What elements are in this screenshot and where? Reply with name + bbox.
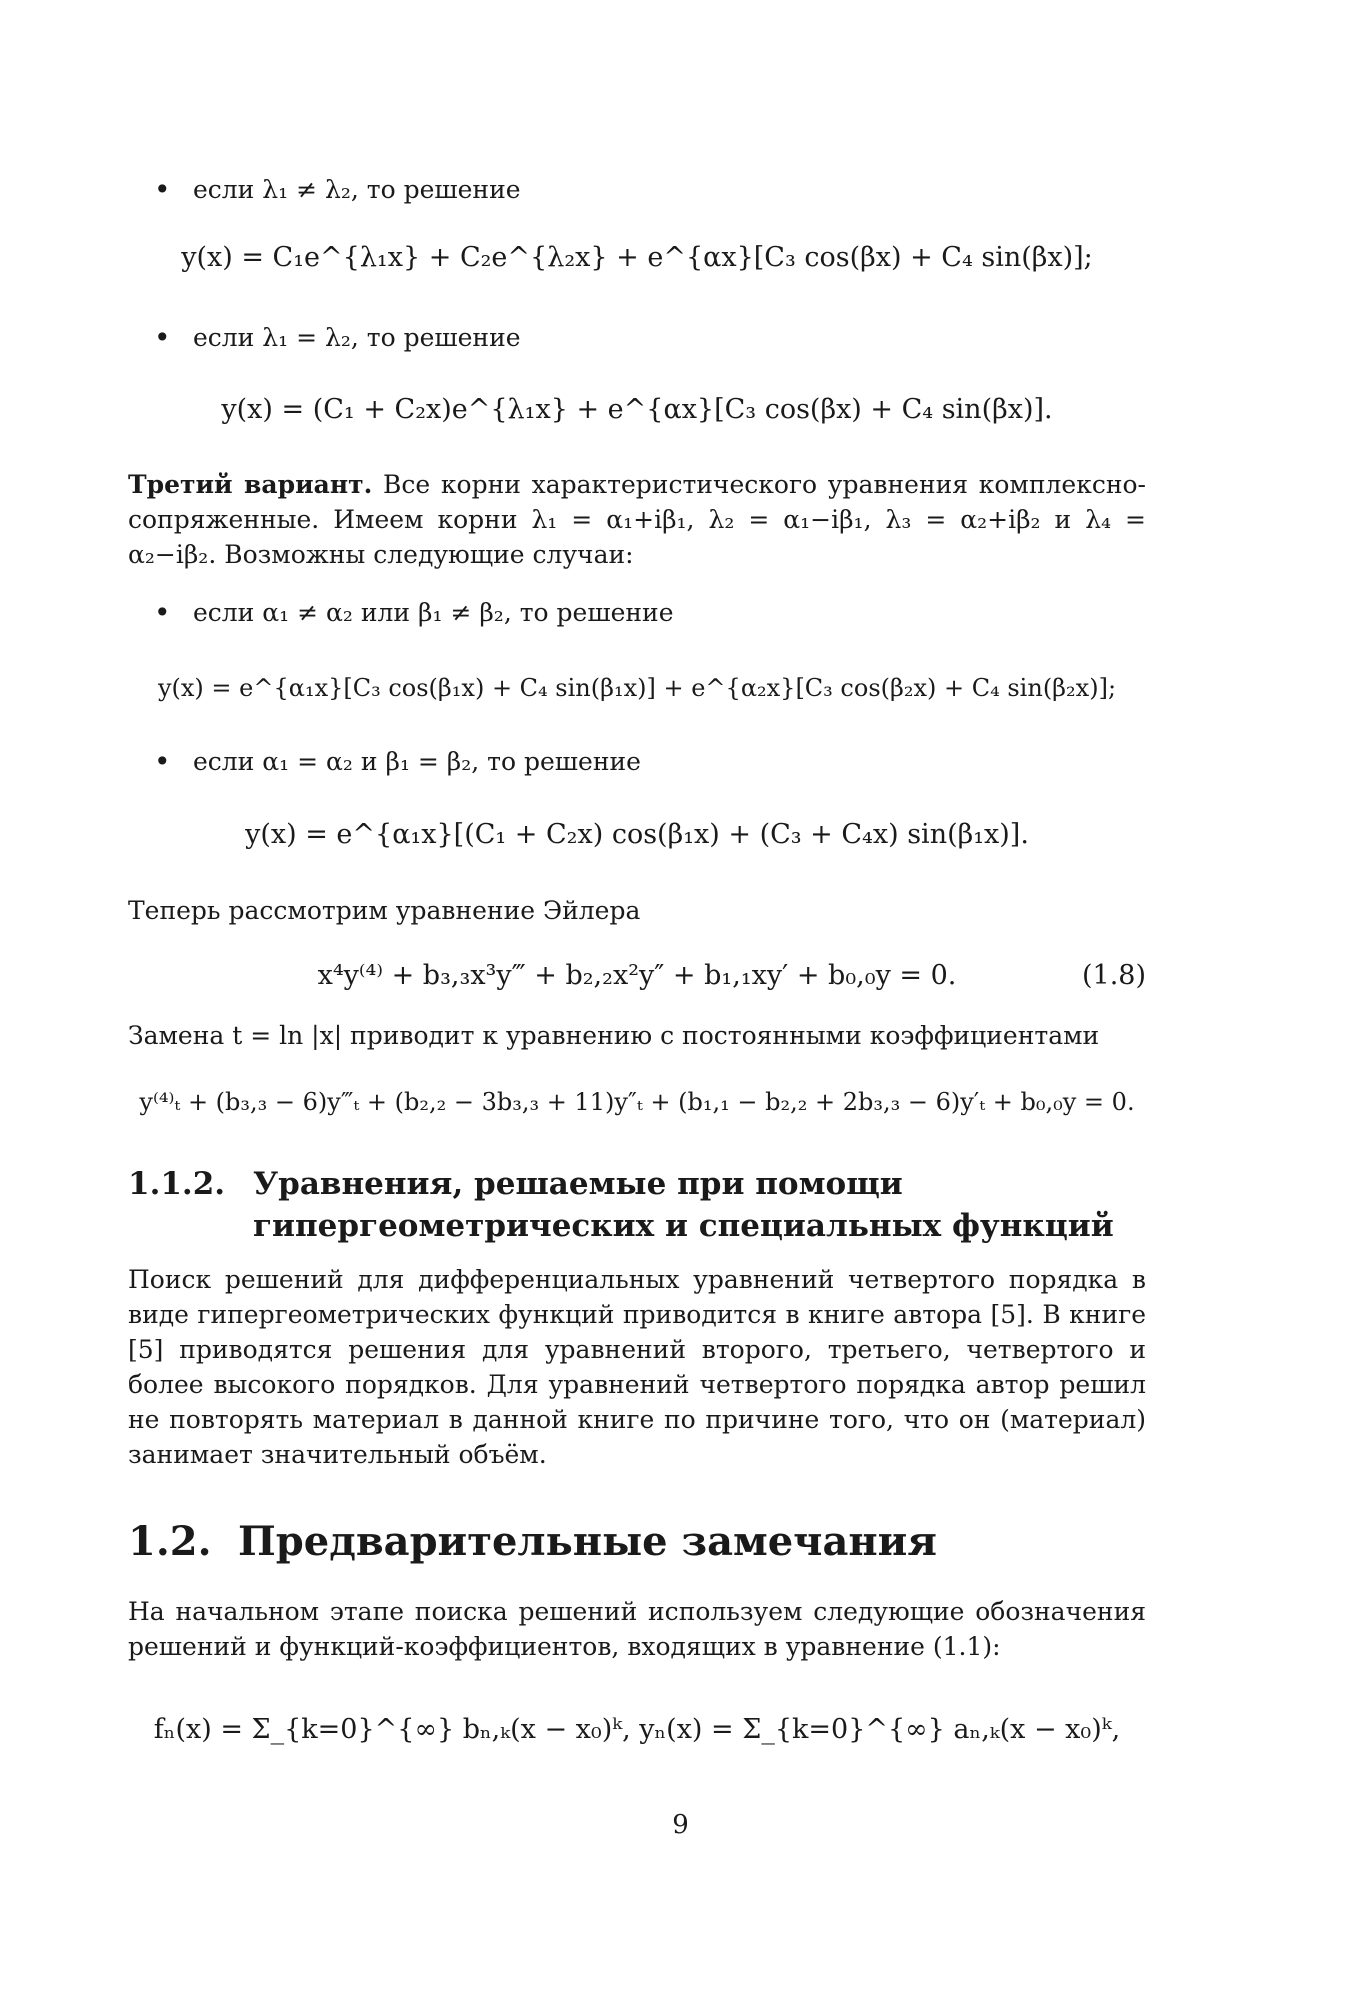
case-bullet-3 bbox=[128, 595, 1211, 630]
case-bullet-2-text: если λ₁ = λ₂, то решение bbox=[193, 323, 521, 352]
case-bullet-1-text: если λ₁ ≠ λ₂, то решение bbox=[193, 175, 521, 204]
case-bullet-3-text: если α₁ ≠ α₂ или β₁ ≠ β₂, то решение bbox=[193, 598, 674, 627]
substitution-text: Замена t = ln |x| приводит к уравнению с постоянными коэффициентами bbox=[128, 1021, 1100, 1050]
case-bullet-1 bbox=[128, 172, 1211, 207]
equation-5-number: (1.8) bbox=[1081, 960, 1146, 991]
case-bullet-4-text: если α₁ = α₂ и β₁ = β₂, то решение bbox=[193, 747, 641, 776]
equation-7: fₙ(x) = Σ_{k=0}^{∞} bₙ,ₖ(x − x₀)ᵏ, yₙ(x) = Σ_{k=0}^{∞} aₙ,ₖ(x − x₀)ᵏ, bbox=[153, 1714, 1121, 1745]
equation-4: y(x) = e^{α₁x}[(C₁ + C₂x) cos(β₁x) + (C₃ + C₄x) sin(β₁x)]. bbox=[245, 819, 1029, 850]
section-1-2-heading bbox=[128, 1517, 1146, 1567]
equation-2: y(x) = (C₁ + C₂x)e^{λ₁x} + e^{αx}[C₃ cos(βx) + C₄ sin(βx)]. bbox=[221, 394, 1053, 425]
section-1-1-2-number: 1.1.2. bbox=[128, 1166, 226, 1202]
page-number: 9 bbox=[672, 1810, 689, 1840]
equation-1: y(x) = C₁e^{λ₁x} + C₂e^{λ₂x} + e^{αx}[C₃ cos(βx) + C₄ sin(βx)]; bbox=[181, 242, 1093, 273]
section-1-2-number: 1.2. bbox=[128, 1518, 212, 1565]
third-variant-label: Третий вариант. bbox=[128, 470, 373, 499]
euler-intro: Теперь рассмотрим уравнение Эйлера bbox=[128, 896, 641, 925]
case-bullet-4 bbox=[128, 744, 1211, 779]
section-1-2-title: Предварительные замечания bbox=[238, 1518, 937, 1565]
section-1-1-2-paragraph: Поиск решений для дифференциальных уравнений четвертого порядка в виде гипергеометрических функций приводится в книге автора [5]. В книге [5] приводятся решения для уравнений второго, третьего, четвертого и более высокого порядков. Для уравнений четвертого порядка автор решил не повторять материал в данной книге по причине того, что он (материал) занимает значительный объём. bbox=[128, 1265, 1146, 1469]
section-1-1-2-title: Уравнения, решаемые при помощи гипергеометрических и специальных функций bbox=[253, 1166, 1114, 1244]
equation-5-row bbox=[128, 956, 1146, 996]
equation-5: x⁴y⁽⁴⁾ + b₃,₃x³y‴ + b₂,₂x²y″ + b₁,₁xy′ + b₀,₀y = 0. bbox=[317, 960, 957, 991]
equation-6: y⁽⁴⁾ₜ + (b₃,₃ − 6)y‴ₜ + (b₂,₂ − 3b₃,₃ + 11)y″ₜ + (b₁,₁ − b₂,₂ + 2b₃,₃ − 6)y′ₜ + b₀,₀y = 0. bbox=[139, 1088, 1135, 1116]
third-variant-text: Все корни характеристического уравнения комплексно-сопряженные. Имеем корни λ₁ = α₁+iβ₁, λ₂ = α₁−iβ₁, λ₃ = α₂+iβ₂ и λ₄ = α₂−iβ₂. Возможны следующие случаи: bbox=[128, 470, 1146, 569]
case-bullet-2 bbox=[128, 320, 1211, 355]
section-1-2-paragraph: На начальном этапе поиска решений используем следующие обозначения решений и функций-коэффициентов, входящих в уравнение (1.1): bbox=[128, 1597, 1146, 1661]
equation-3: y(x) = e^{α₁x}[C₃ cos(β₁x) + C₄ sin(β₁x)] + e^{α₂x}[C₃ cos(β₂x) + C₄ sin(β₂x)]; bbox=[157, 674, 1117, 702]
third-variant-paragraph bbox=[128, 467, 1146, 572]
section-1-1-2-heading bbox=[128, 1163, 1146, 1247]
